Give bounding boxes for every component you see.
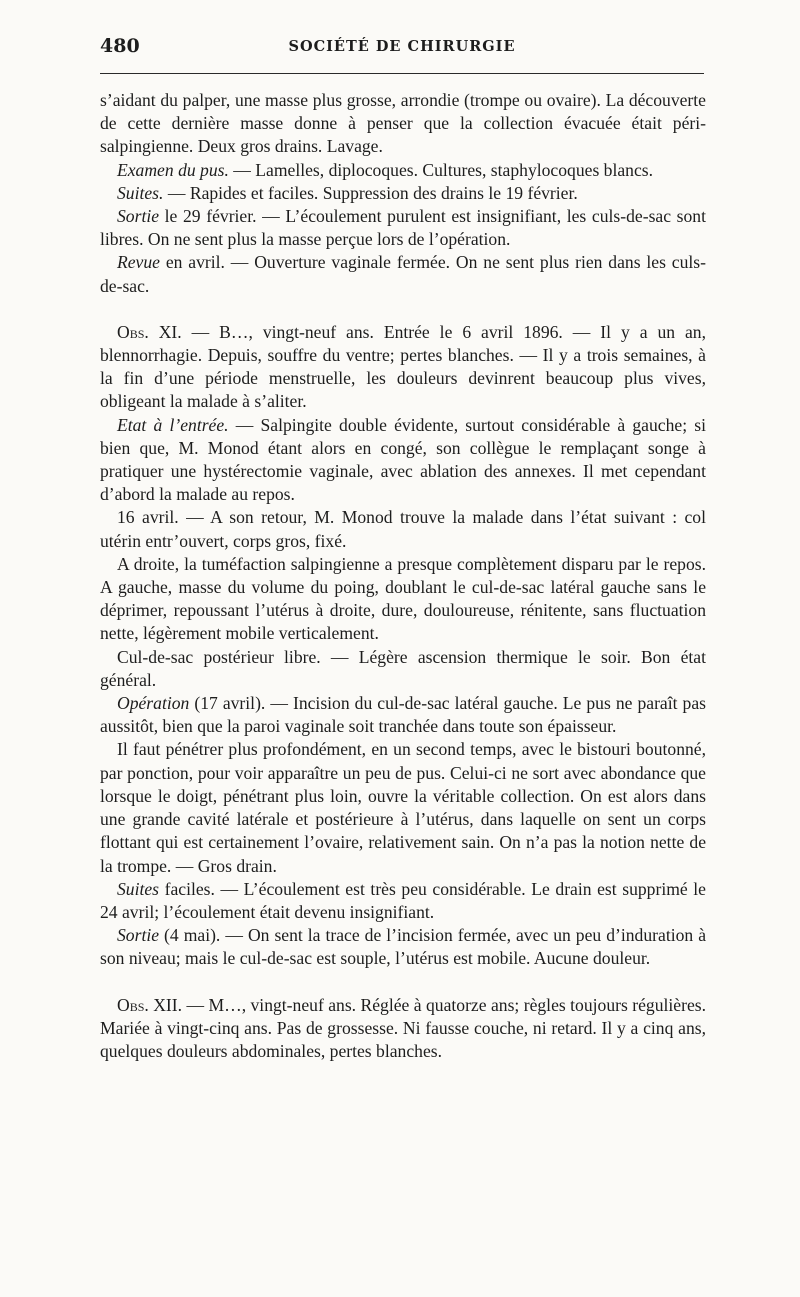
observation-heading: Obs. XII. — M…, vingt-neuf ans. Réglée à quatorze ans; règles toujours régulières. Mariée à vingt-cinq ans. Pas de grossesse. Ni fausse couche, ni retard. Il y a cinq ans, quelques douleurs abdominales, pertes blanches. [100,994,706,1061]
paragraph: Suites. — Rapides et faciles. Suppression des drains le 19 février. [117,182,578,203]
page-number: 480 [100,35,140,57]
running-title: SOCIÉTÉ DE CHIRURGIE [288,38,516,55]
paragraph: Revue en avril. — Ouverture vaginale fermée. On ne sent plus rien dans les culs-de-sac. [100,252,706,296]
paragraph: Sortie (4 mai). — On sent la trace de l’incision fermée, avec un peu d’induration à son niveau; mais le cul-de-sac est souple, l’utérus est mobile. Aucune douleur. [100,925,706,969]
paragraph: Opération (17 avril). — Incision du cul-de-sac latéral gauche. Le pus ne paraît pas aussitôt, bien que la paroi vaginale soit tranchée dans toute son épaisseur. [100,693,706,737]
body-text [100,89,706,1063]
paragraph: Suites faciles. — L’écoulement est très peu considérable. Le drain est supprimé le 24 avril; l’écoulement était devenu insignifiant. [100,878,706,922]
paragraph: A droite, la tuméfaction salpingienne a presque complètement disparu par le repos. A gauche, masse du volume du poing, doublant le cul-de-sac latéral gauche sans le déprimer, repoussant l’utérus à droite, dure, douloureuse, rénitente, sans fluctuation nette, légèrement mobile verticalement. [100,553,706,644]
observation-heading: Obs. XI. — B…, vingt-neuf ans. Entrée le 6 avril 1896. — Il y a un an, blennorrhagie. Depuis, souffre du ventre; pertes blanches. — Il y a trois semaines, à la fin d’une période menstruelle, les douleurs devinrent beaucoup plus vives, obligeant la malade à s’aliter. [100,321,706,412]
paragraph: s’aidant du palper, une masse plus grosse, arrondie (trompe ou ovaire). La découverte de cette dernière masse donne à penser que la collection évacuée était péri-salpingienne. Deux gros drains. Lavage. [100,90,706,157]
header-rule [100,73,704,74]
paragraph: Il faut pénétrer plus profondément, en un second temps, avec le bistouri boutonné, par ponction, pour voir apparaître un peu de pus. Celui-ci ne sort avec abondance que lorsque le doigt, pénétrant plus loin, ouvre la véritable collection. On est alors dans une grande cavité latérale et postérieure à l’utérus, dans laquelle on sent un corps flottant qui est certainement l’ovaire, relativement sain. On n’a pas la notion nette de la trompe. — Gros drain. [100,739,706,876]
paragraph: Examen du pus. — Lamelles, diplocoques. Cultures, staphylocoques blancs. [117,159,654,180]
paragraph: 16 avril. — A son retour, M. Monod trouve la malade dans l’état suivant : col utérin entr’ouvert, corps gros, fixé. [100,507,706,551]
paragraph: Etat à l’entrée. — Salpingite double évidente, surtout considérable à gauche; si bien que, M. Monod étant alors en congé, son collègue le remplaçant songe à pratiquer une hystérectomie vaginale, avec ablation des annexes. Il met cependant d’abord la malade au repos. [100,414,706,505]
page-header [100,35,704,63]
paragraph: Sortie le 29 février. — L’écoulement purulent est insignifiant, les culs-de-sac sont libres. On ne sent plus la masse perçue lors de l’opération. [100,206,706,250]
paragraph: Cul-de-sac postérieur libre. — Légère ascension thermique le soir. Bon état général. [100,646,706,690]
